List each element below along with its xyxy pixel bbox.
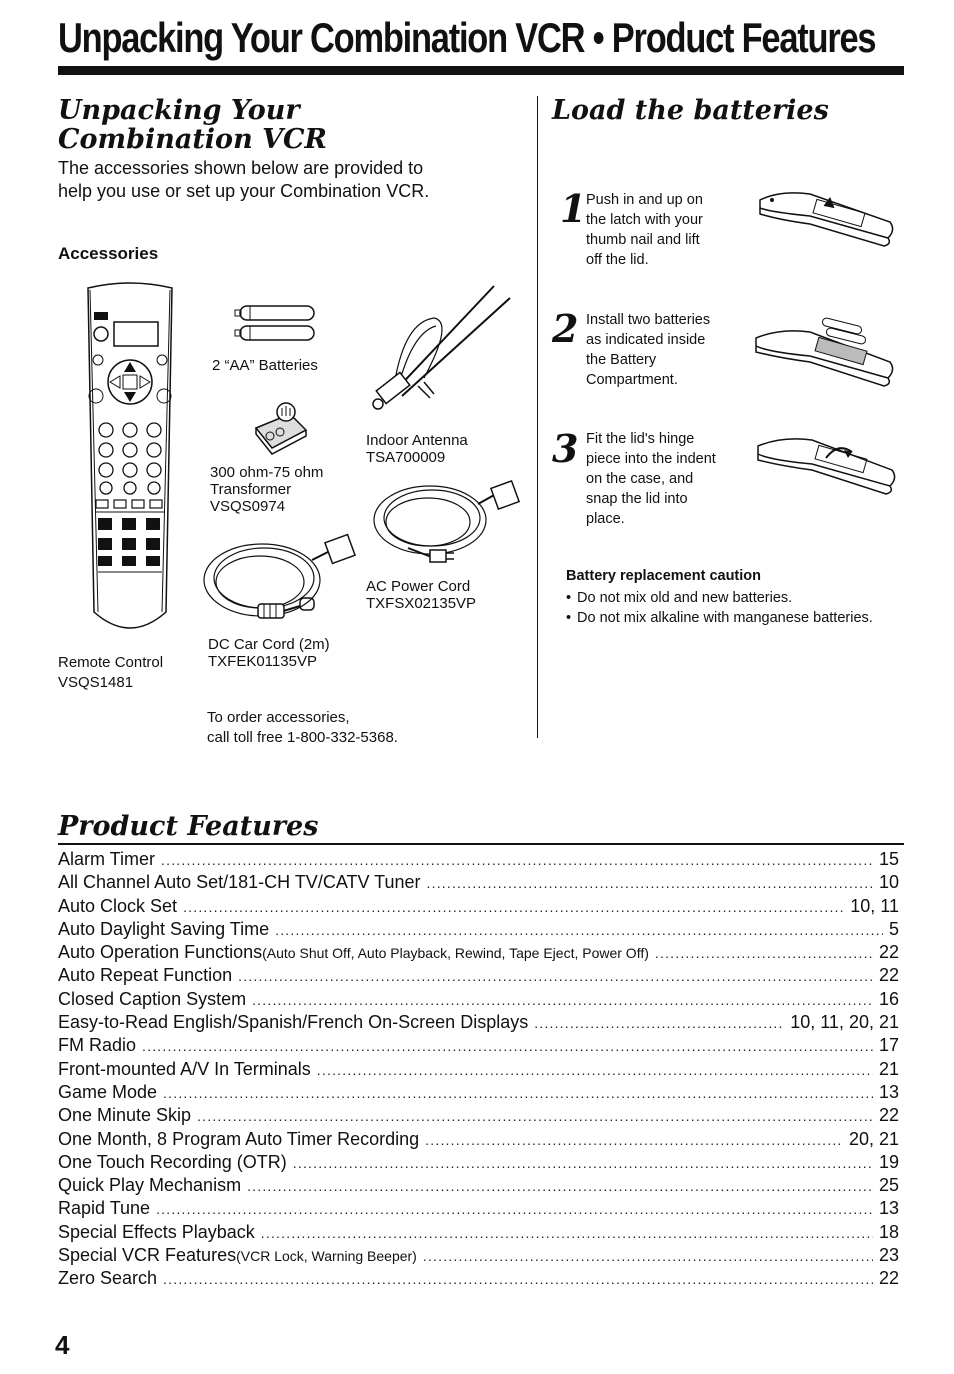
dot-leader — [156, 1201, 873, 1217]
feature-row — [58, 849, 899, 872]
feature-name: Auto Repeat Function — [58, 965, 233, 986]
feature-row — [58, 1082, 899, 1105]
feature-name: Auto Daylight Saving Time — [58, 918, 270, 939]
feature-name: Rapid Tune — [58, 1198, 151, 1219]
step-2-text — [586, 310, 710, 390]
transformer-caption-line2: Transformer — [210, 481, 292, 498]
step-3-line: on the case, and — [586, 471, 694, 487]
step-1-text — [586, 190, 703, 270]
dot-leader — [425, 1132, 843, 1148]
unpacking-heading-line2: Combination VCR — [58, 124, 327, 155]
ac-cord-caption — [366, 578, 476, 612]
feature-pages: 19 — [878, 1151, 899, 1172]
feature-pages: 13 — [878, 1081, 899, 1102]
step-3-line: snap the lid into — [586, 491, 688, 507]
feature-row — [58, 1059, 899, 1082]
feature-name: Quick Play Mechanism — [58, 1175, 242, 1196]
caution-heading: Battery replacement caution — [566, 568, 762, 584]
feature-pages: 25 — [878, 1175, 899, 1196]
order-info-line2: call toll free 1-800-332-5368. — [207, 729, 398, 746]
feature-pages: 18 — [878, 1221, 899, 1242]
intro-line2: help you use or set up your Combination VCR. — [58, 181, 430, 201]
intro-line1: The accessories shown below are provided to — [58, 158, 424, 178]
dot-leader — [252, 992, 873, 1008]
feature-name: Front-mounted A/V In Terminals — [58, 1058, 311, 1079]
feature-row — [58, 1222, 899, 1245]
transformer-caption — [210, 464, 323, 515]
step-3-line: place. — [586, 511, 625, 527]
dc-car-cord-illustration — [200, 532, 360, 624]
remote-caption-line2: VSQS1481 — [58, 674, 134, 691]
step-2-line: the Battery — [586, 352, 657, 368]
transformer-caption-line3: VSQS0974 — [210, 498, 286, 515]
dot-leader — [183, 899, 844, 915]
feature-row — [58, 1152, 899, 1175]
ac-cord-caption-line1: AC Power Cord — [366, 578, 471, 595]
feature-row — [58, 1245, 899, 1268]
order-info-line1: To order accessories, — [207, 709, 350, 726]
ac-power-cord-illustration — [368, 474, 524, 570]
column-divider — [537, 96, 538, 738]
remote-close-lid-illustration — [752, 430, 902, 502]
dot-leader — [161, 852, 873, 868]
dot-leader — [197, 1108, 873, 1124]
feature-name: FM Radio — [58, 1035, 137, 1056]
batteries-caption — [212, 357, 318, 374]
dc-cord-caption-line1: DC Car Cord (2m) — [208, 636, 330, 653]
aa-batteries-illustration — [234, 304, 320, 344]
feature-pages: 22 — [878, 1268, 899, 1289]
step-2-number: 2 — [552, 306, 579, 351]
feature-name: Zero Search — [58, 1268, 158, 1289]
feature-row — [58, 1105, 899, 1128]
transformer-illustration — [250, 400, 310, 458]
step-3-line: piece into the indent — [586, 451, 716, 467]
feature-pages: 16 — [878, 988, 899, 1009]
antenna-caption — [366, 432, 468, 466]
feature-name: Easy-to-Read English/Spanish/French On-Screen Displays — [58, 1012, 529, 1033]
antenna-caption-line1: Indoor Antenna — [366, 432, 468, 449]
unpacking-heading-line1: Unpacking Your — [58, 95, 300, 126]
batteries-heading: Load the batteries — [552, 95, 829, 126]
feature-row — [58, 896, 899, 919]
page-number: 4 — [55, 1330, 70, 1360]
feature-row — [58, 989, 899, 1012]
feature-row — [58, 965, 899, 988]
step-3-text — [586, 429, 716, 529]
feature-name: Game Mode — [58, 1081, 158, 1102]
feature-row — [58, 872, 899, 895]
step-2-line: as indicated inside — [586, 332, 706, 348]
feature-pages: 17 — [878, 1035, 899, 1056]
step-1-line: the latch with your — [586, 212, 703, 228]
feature-pages: 22 — [878, 1105, 899, 1126]
caution-item: • Do not mix old and new batteries. — [566, 588, 886, 608]
unpacking-intro — [58, 157, 498, 203]
feature-row — [58, 1268, 899, 1291]
remote-caption — [58, 654, 163, 691]
feature-name: Closed Caption System — [58, 988, 247, 1009]
feature-name: Auto Operation Functions — [58, 942, 263, 963]
dot-leader — [293, 1155, 873, 1171]
feature-pages: 13 — [878, 1198, 899, 1219]
dot-leader — [163, 1271, 873, 1287]
feature-subtext: (VCR Lock, Warning Beeper) — [236, 1248, 417, 1265]
remote-lid-open-illustration — [750, 186, 900, 256]
step-3-line: Fit the lid's hinge — [586, 431, 695, 447]
step-3-number: 3 — [552, 426, 579, 471]
feature-name: Special VCR Features — [58, 1245, 237, 1266]
step-2-line: Install two batteries — [586, 312, 711, 328]
step-1-line: Push in and up on — [586, 192, 703, 208]
unpacking-heading — [58, 96, 327, 154]
feature-row — [58, 942, 899, 965]
transformer-caption-line1: 300 ohm-75 ohm — [210, 464, 324, 481]
step-2-line: Compartment. — [586, 372, 678, 388]
feature-subtext: (Auto Shut Off, Auto Playback, Rewind, Tape Eject, Power Off) — [262, 945, 649, 962]
dot-leader — [275, 922, 883, 938]
feature-pages: 23 — [878, 1245, 899, 1266]
dc-cord-caption — [208, 636, 330, 670]
feature-row — [58, 1175, 899, 1198]
feature-pages: 21 — [878, 1058, 899, 1079]
feature-name: All Channel Auto Set/181-CH TV/CATV Tuner — [58, 872, 421, 893]
step-1-line: thumb nail and lift — [586, 232, 700, 248]
dot-leader — [655, 945, 873, 961]
feature-pages: 10, 11, 20, 21 — [790, 1012, 899, 1033]
feature-row — [58, 919, 899, 942]
remote-install-batteries-illustration — [750, 316, 900, 396]
feature-pages: 15 — [878, 849, 899, 869]
dot-leader — [534, 1015, 784, 1031]
feature-name: One Touch Recording (OTR) — [58, 1151, 287, 1172]
caution-item: • Do not mix alkaline with manganese batteries. — [566, 608, 886, 628]
dot-leader — [427, 875, 873, 891]
features-heading: Product Features — [58, 811, 319, 842]
features-list — [58, 849, 899, 1292]
feature-row — [58, 1129, 899, 1152]
remote-control-illustration — [84, 282, 176, 640]
title-rule — [58, 66, 904, 75]
features-rule — [58, 843, 904, 845]
dot-leader — [238, 968, 873, 984]
feature-pages: 10 — [878, 872, 899, 893]
feature-name: One Minute Skip — [58, 1105, 192, 1126]
remote-caption-line1: Remote Control — [58, 654, 164, 671]
ac-cord-caption-line2: TXFSX02135VP — [366, 595, 477, 612]
feature-pages: 5 — [888, 918, 899, 939]
batteries-caption-line1: 2 “AA” Batteries — [212, 357, 318, 374]
step-1-number: 1 — [560, 186, 587, 231]
dot-leader — [261, 1225, 873, 1241]
dot-leader — [317, 1062, 873, 1078]
feature-name: Special Effects Playback — [58, 1221, 255, 1242]
feature-pages: 22 — [878, 965, 899, 986]
dc-cord-caption-line2: TXFEK01135VP — [208, 653, 317, 670]
indoor-antenna-illustration — [364, 282, 514, 422]
feature-row — [58, 1012, 899, 1035]
accessories-heading: Accessories — [58, 244, 159, 263]
feature-name: Auto Clock Set — [58, 895, 178, 916]
page-title: Unpacking Your Combination VCR • Product Features — [58, 14, 876, 61]
feature-pages: 20, 21 — [848, 1128, 899, 1149]
caution-list — [566, 588, 886, 628]
dot-leader — [142, 1038, 873, 1054]
dot-leader — [163, 1085, 873, 1101]
dot-leader — [423, 1248, 873, 1264]
antenna-caption-line2: TSA700009 — [366, 449, 446, 466]
feature-name: Alarm Timer — [58, 849, 156, 869]
feature-pages: 22 — [878, 942, 899, 963]
feature-row — [58, 1198, 899, 1221]
order-info — [207, 708, 398, 748]
feature-row — [58, 1035, 899, 1058]
feature-pages: 10, 11 — [850, 895, 899, 916]
step-1-line: off the lid. — [586, 252, 649, 268]
dot-leader — [247, 1178, 873, 1194]
feature-name: One Month, 8 Program Auto Timer Recording — [58, 1128, 420, 1149]
